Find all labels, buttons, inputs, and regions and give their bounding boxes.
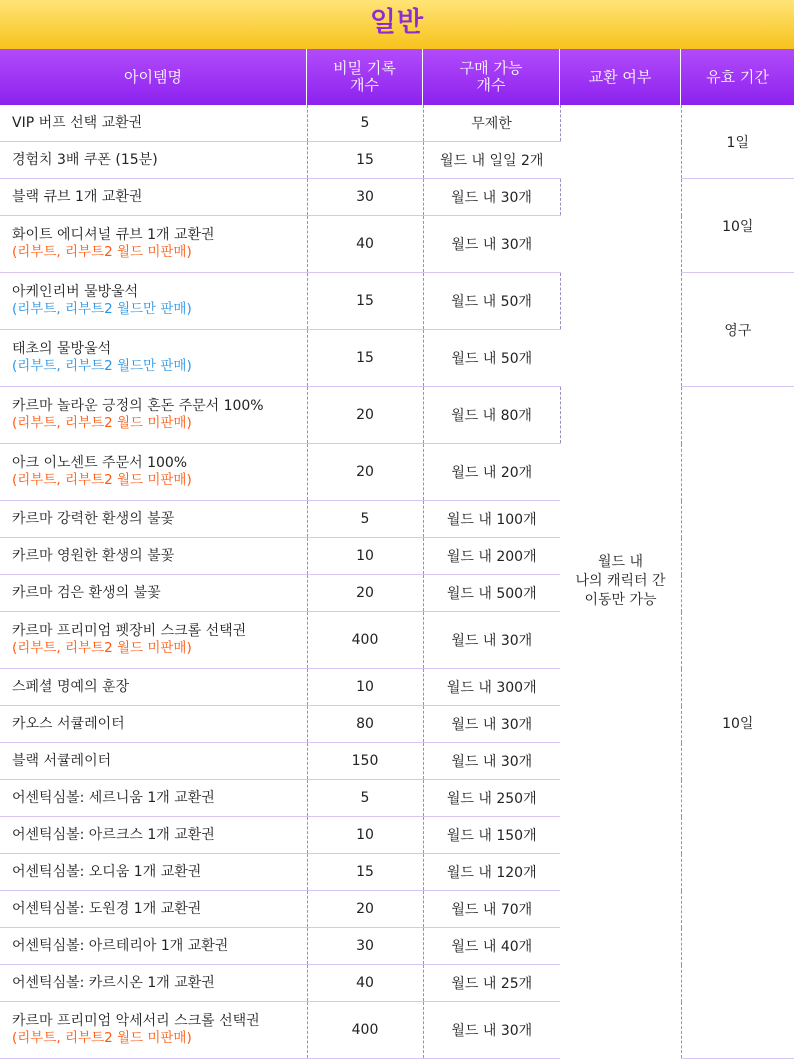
item-name: 카르마 놀라운 긍정의 혼돈 주문서 100% <box>12 398 264 414</box>
item-name: 스페셜 명예의 훈장 <box>12 678 130 695</box>
item-name: 카르마 프리미엄 펫장비 스크롤 선택권 <box>12 623 247 639</box>
exchange-note-line: 월드 내 <box>597 554 644 571</box>
header-secret-count: 비밀 기록 개수 <box>307 49 422 105</box>
purchase-limit: 월드 내 일일 2개 <box>423 142 560 179</box>
item-name-cell <box>0 273 307 330</box>
purchase-limit: 월드 내 20개 <box>423 444 560 501</box>
item-name: 블랙 큐브 1개 교환권 <box>12 188 143 205</box>
purchase-limit: 월드 내 25개 <box>423 965 560 1002</box>
item-name: 화이트 에디셔널 큐브 1개 교환권 <box>12 227 215 243</box>
secret-record-count: 15 <box>307 854 423 891</box>
purchase-limit: 월드 내 30개 <box>423 1002 560 1059</box>
item-availability-note: (리부트, 리부트2 월드 미판매) <box>12 472 192 488</box>
secret-record-count: 15 <box>307 330 423 387</box>
item-name: 경험치 3배 쿠폰 (15분) <box>12 151 158 168</box>
item-name: 카오스 서큘레이터 <box>12 715 125 732</box>
purchase-limit: 월드 내 30개 <box>423 216 560 273</box>
secret-record-count: 20 <box>307 891 423 928</box>
purchase-limit: 월드 내 30개 <box>423 179 560 216</box>
item-availability-note: (리부트, 리부트2 월드 미판매) <box>12 244 192 260</box>
secret-record-count: 5 <box>307 780 423 817</box>
purchase-limit: 월드 내 30개 <box>423 612 560 669</box>
secret-record-count: 20 <box>307 575 423 612</box>
item-availability-note: (리부트, 리부트2 월드 미판매) <box>12 640 192 656</box>
header-purchase-limit: 구매 가능 개수 <box>423 49 559 105</box>
secret-record-count: 80 <box>307 706 423 743</box>
validity-period: 10일 <box>681 387 794 1059</box>
purchase-limit: 월드 내 200개 <box>423 538 560 575</box>
header-exchange: 교환 여부 <box>560 49 680 105</box>
item-name: 어센틱심볼: 아르테리아 1개 교환권 <box>12 937 229 954</box>
item-name-cell <box>0 965 307 1002</box>
purchase-limit: 월드 내 30개 <box>423 743 560 780</box>
item-name-cell <box>0 706 307 743</box>
item-name-cell <box>0 444 307 501</box>
table-row <box>0 105 794 142</box>
exchange-note-cell <box>560 105 681 1059</box>
secret-record-count: 20 <box>307 444 423 501</box>
purchase-limit: 월드 내 500개 <box>423 575 560 612</box>
item-name-cell <box>0 817 307 854</box>
item-name-cell <box>0 612 307 669</box>
purchase-limit: 월드 내 120개 <box>423 854 560 891</box>
purchase-limit: 월드 내 80개 <box>423 387 560 444</box>
exchange-note-line: 이동만 가능 <box>584 592 657 609</box>
item-availability-note: (리부트, 리부트2 월드만 판매) <box>12 358 192 374</box>
item-name: 카르마 검은 환생의 불꽃 <box>12 584 161 601</box>
secret-record-count: 400 <box>307 1002 423 1059</box>
purchase-limit: 월드 내 300개 <box>423 669 560 706</box>
secret-record-count: 5 <box>307 501 423 538</box>
purchase-limit: 월드 내 150개 <box>423 817 560 854</box>
header-item-name: 아이템명 <box>0 49 306 105</box>
purchase-limit: 월드 내 50개 <box>423 330 560 387</box>
item-name-cell <box>0 891 307 928</box>
item-name-cell <box>0 330 307 387</box>
secret-record-count: 400 <box>307 612 423 669</box>
page-title: 일반 <box>369 7 425 38</box>
secret-record-count: 20 <box>307 387 423 444</box>
item-availability-note: (리부트, 리부트2 월드 미판매) <box>12 415 192 431</box>
purchase-limit: 무제한 <box>423 105 560 142</box>
item-name-cell <box>0 179 307 216</box>
item-name: 블랙 서큘레이터 <box>12 752 112 769</box>
item-name: 어센틱심볼: 아르크스 1개 교환권 <box>12 826 215 843</box>
exchange-note-line: 나의 캐릭터 간 <box>575 573 666 590</box>
purchase-limit: 월드 내 50개 <box>423 273 560 330</box>
validity-period: 10일 <box>681 179 794 273</box>
secret-record-count: 40 <box>307 965 423 1002</box>
item-name-cell <box>0 575 307 612</box>
item-availability-note: (리부트, 리부트2 월드 미판매) <box>12 1030 192 1046</box>
validity-period: 영구 <box>681 273 794 387</box>
item-name-cell <box>0 501 307 538</box>
header-validity: 유효 기간 <box>681 49 794 105</box>
secret-record-count: 10 <box>307 538 423 575</box>
item-availability-note: (리부트, 리부트2 월드만 판매) <box>12 301 192 317</box>
item-name: 어센틱심볼: 오디움 1개 교환권 <box>12 863 202 880</box>
purchase-limit: 월드 내 40개 <box>423 928 560 965</box>
item-name-cell <box>0 538 307 575</box>
item-name-cell <box>0 1002 307 1059</box>
item-name: 태초의 물방울석 <box>12 341 112 357</box>
purchase-limit: 월드 내 100개 <box>423 501 560 538</box>
item-name-cell <box>0 216 307 273</box>
item-name-cell <box>0 928 307 965</box>
item-name-cell <box>0 387 307 444</box>
item-name: 어센틱심볼: 도원경 1개 교환권 <box>12 900 202 917</box>
purchase-limit: 월드 내 250개 <box>423 780 560 817</box>
secret-record-count: 10 <box>307 817 423 854</box>
item-name: 카르마 프리미엄 악세서리 스크롤 선택권 <box>12 1013 260 1029</box>
item-name-cell <box>0 743 307 780</box>
item-name: 아크 이노센트 주문서 100% <box>12 455 188 471</box>
secret-record-count: 5 <box>307 105 423 142</box>
item-name-cell <box>0 142 307 179</box>
purchase-limit: 월드 내 70개 <box>423 891 560 928</box>
item-name: 어센틱심볼: 세르니움 1개 교환권 <box>12 789 215 806</box>
item-name: 어센틱심볼: 카르시온 1개 교환권 <box>12 974 215 991</box>
secret-record-count: 40 <box>307 216 423 273</box>
secret-record-count: 30 <box>307 928 423 965</box>
validity-period: 1일 <box>681 105 794 179</box>
item-name: 카르마 강력한 환생의 불꽃 <box>12 510 175 527</box>
secret-record-count: 30 <box>307 179 423 216</box>
secret-record-count: 15 <box>307 142 423 179</box>
item-name-cell <box>0 780 307 817</box>
secret-record-count: 10 <box>307 669 423 706</box>
item-name: 아케인리버 물방울석 <box>12 284 139 300</box>
secret-record-count: 15 <box>307 273 423 330</box>
item-name: 카르마 영원한 환생의 불꽃 <box>12 547 175 564</box>
item-name: VIP 버프 선택 교환권 <box>12 114 143 131</box>
purchase-limit: 월드 내 30개 <box>423 706 560 743</box>
item-name-cell <box>0 669 307 706</box>
item-name-cell <box>0 105 307 142</box>
items-table <box>0 105 794 1059</box>
secret-record-count: 150 <box>307 743 423 780</box>
item-name-cell <box>0 854 307 891</box>
